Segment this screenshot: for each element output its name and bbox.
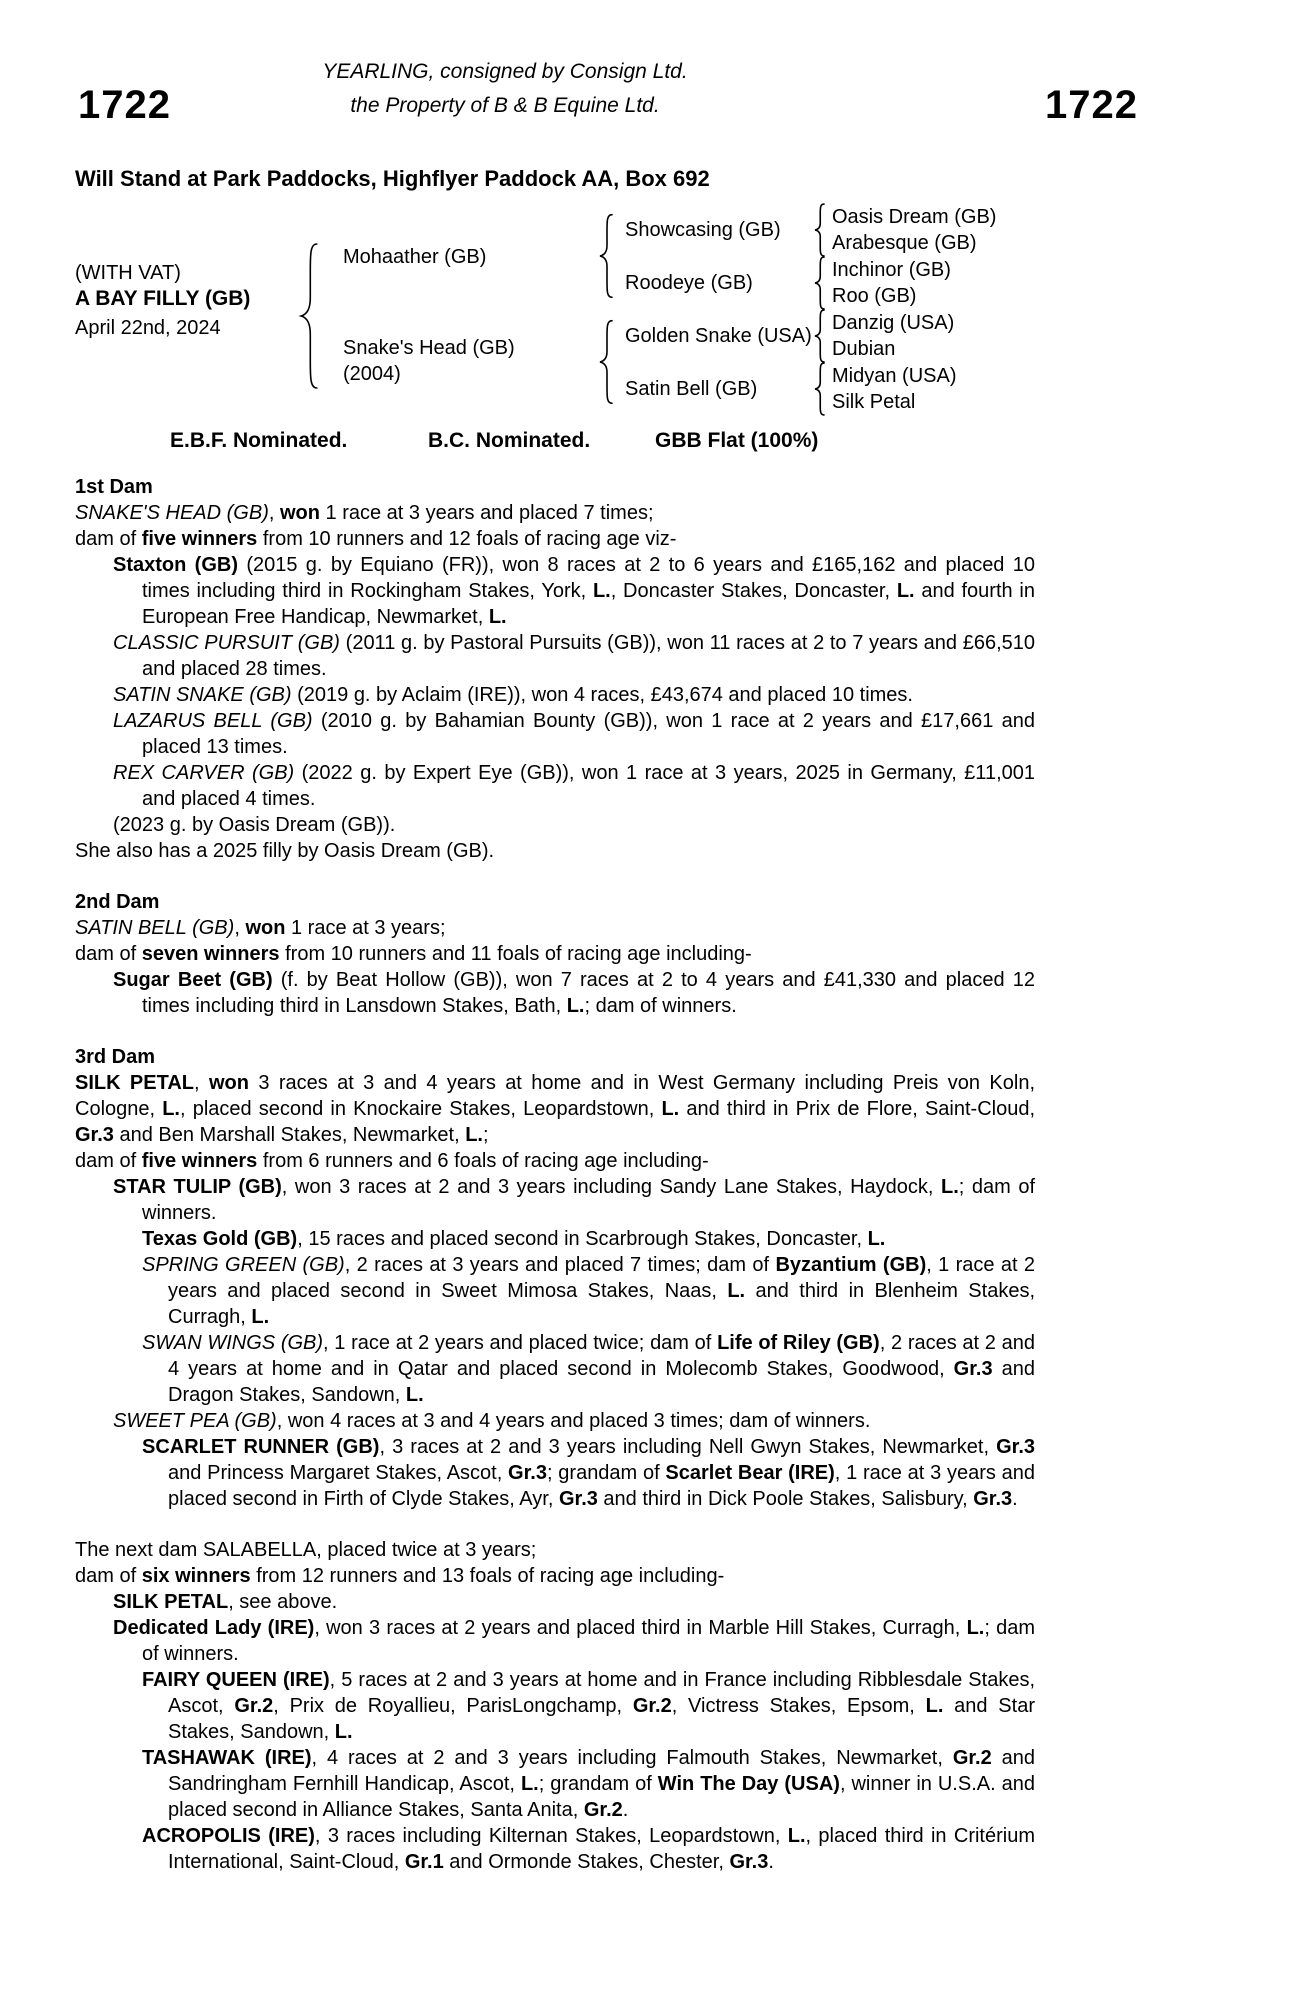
- section-heading: 1st Dam: [75, 476, 153, 498]
- dam-sections: [75, 474, 1035, 1875]
- pedigree-paragraph: dam of seven winners from 10 runners and 11 foals of racing age including-: [75, 943, 752, 965]
- pedigree-paragraph: SILK PETAL, won 3 races at 3 and 4 years at home and in West Germany including Preis von Koln, Cologne, L., placed second in Knockaire Stakes, Leopardstown, L. and third in Prix de Flore, Saint-Cloud, Gr.3 and Ben Marshall Stakes, Newmarket, L.;: [75, 1072, 1036, 1146]
- pedigree-paragraph: SATIN BELL (GB), won 1 race at 3 years;: [75, 917, 446, 939]
- sire-sire-dam-name: Arabesque (GB): [832, 232, 977, 254]
- pedigree-paragraph: (2023 g. by Oasis Dream (GB)).: [113, 814, 396, 836]
- pedigree-paragraph: LAZARUS BELL (GB) (2010 g. by Bahamian Bounty (GB)), won 1 race at 2 years and £17,661 and placed 13 times.: [113, 710, 1035, 758]
- dam-section: [75, 889, 1035, 1019]
- pedigree-paragraph: SPRING GREEN (GB), 2 races at 3 years and placed 7 times; dam of Byzantium (GB), 1 race at 2 years and placed second in Sweet Mimosa Stakes, Naas, L. and third in Blenheim Stakes, Curragh, L.: [142, 1254, 1036, 1328]
- dam-sire-sire-name: Danzig (USA): [832, 312, 955, 334]
- pedigree-paragraph: SATIN SNAKE (GB) (2019 g. by Aclaim (IRE)), won 4 races, £43,674 and placed 10 times.: [113, 684, 913, 706]
- foal-date: April 22nd, 2024: [75, 317, 221, 339]
- section-heading: 3rd Dam: [75, 1046, 156, 1068]
- pedigree-paragraph: ACROPOLIS (IRE), 3 races including Kilternan Stakes, Leopardstown, L., placed third in Critérium International, Saint-Cloud, Gr.1 and Ormonde Stakes, Chester, Gr.3.: [142, 1825, 1035, 1873]
- animal-description: A BAY FILLY (GB): [75, 287, 251, 310]
- pedigree-paragraph: dam of five winners from 6 runners and 6 foals of racing age including-: [75, 1150, 709, 1172]
- pedigree-paragraph: Sugar Beet (GB) (f. by Beat Hollow (GB)), won 7 races at 2 to 4 years and £41,330 and placed 12 times including third in Lansdown Stakes, Bath, L.; dam of winners.: [113, 969, 1035, 1017]
- pedigree-paragraph: SILK PETAL, see above.: [113, 1591, 338, 1613]
- pedigree-paragraph: The next dam SALABELLA, placed twice at 3 years;: [75, 1539, 537, 1561]
- consignor-line: YEARLING, consigned by Consign Ltd.: [322, 60, 688, 83]
- brace-icon: [812, 203, 827, 257]
- brace-icon: [812, 362, 827, 416]
- sire-sire-sire-name: Oasis Dream (GB): [832, 206, 997, 228]
- vat-note: (WITH VAT): [75, 262, 181, 284]
- dam-sire-dam-name: Dubian: [832, 338, 896, 360]
- dam-section: [75, 1537, 1035, 1875]
- dam-dam-sire-name: Midyan (USA): [832, 365, 957, 387]
- dam-dam-dam-name: Silk Petal: [832, 391, 916, 413]
- dam-section: [75, 1044, 1035, 1512]
- stand-location-line: Will Stand at Park Paddocks, Highflyer Paddock AA, Box 692: [75, 166, 710, 191]
- bc-nominated: B.C. Nominated.: [428, 429, 591, 452]
- dam-sire-name: Golden Snake (USA): [625, 325, 812, 347]
- pedigree-paragraph: TASHAWAK (IRE), 4 races at 2 and 3 years including Falmouth Stakes, Newmarket, Gr.2 and Sandringham Fernhill Handicap, Ascot, L.; grandam of Win The Day (USA), winner in U.S.A. and placed second in Alliance Stakes, Santa Anita, Gr.2.: [142, 1747, 1036, 1821]
- sire-dam-dam-name: Roo (GB): [832, 285, 917, 307]
- pedigree-paragraph: dam of five winners from 10 runners and 12 foals of racing age viz-: [75, 528, 677, 550]
- pedigree-paragraph: SWEET PEA (GB), won 4 races at 3 and 4 years and placed 3 times; dam of winners.: [113, 1410, 871, 1432]
- lot-number-right: 1722: [1045, 83, 1138, 127]
- gbb-flat-badge: GBB Flat (100%): [655, 429, 819, 452]
- pedigree-paragraph: FAIRY QUEEN (IRE), 5 races at 2 and 3 years at home and in France including Ribblesdale Stakes, Ascot, Gr.2, Prix de Royallieu, ParisLongchamp, Gr.2, Victress Stakes, Epsom, L. and Star Stakes, Sandown, L.: [142, 1669, 1035, 1743]
- pedigree-paragraph: Dedicated Lady (IRE), won 3 races at 2 years and placed third in Marble Hill Stakes, Curragh, L.; dam of winners.: [113, 1617, 1036, 1665]
- pedigree-paragraph: She also has a 2025 filly by Oasis Dream (GB).: [75, 840, 495, 862]
- property-line: the Property of B & B Equine Ltd.: [350, 94, 660, 117]
- sire-dam-sire-name: Inchinor (GB): [832, 259, 951, 281]
- sire-dam-name: Roodeye (GB): [625, 272, 753, 294]
- section-heading: 2nd Dam: [75, 891, 160, 913]
- pedigree-paragraph: SNAKE'S HEAD (GB), won 1 race at 3 years and placed 7 times;: [75, 502, 654, 524]
- brace-icon: [812, 309, 827, 363]
- lot-number-left: 1722: [78, 83, 171, 127]
- dam-name: Snake's Head (GB): [343, 337, 515, 359]
- brace-icon: [596, 213, 616, 299]
- dam-year: (2004): [343, 363, 401, 385]
- pedigree-paragraph: dam of six winners from 12 runners and 13 foals of racing age including-: [75, 1565, 725, 1587]
- dam-dam-name: Satin Bell (GB): [625, 378, 758, 400]
- pedigree-paragraph: SCARLET RUNNER (GB), 3 races at 2 and 3 years including Nell Gwyn Stakes, Newmarket, Gr.3 and Princess Margaret Stakes, Ascot, Gr.3; grandam of Scarlet Bear (IRE), 1 race at 3 years and placed second in Firth of Clyde Stakes, Ayr, Gr.3 and third in Dick Poole Stakes, Salisbury, Gr.3.: [142, 1436, 1036, 1510]
- ebf-nominated: E.B.F. Nominated.: [170, 429, 348, 452]
- pedigree-paragraph: Staxton (GB) (2015 g. by Equiano (FR)), won 8 races at 2 to 6 years and £165,162 and placed 10 times including third in Rockingham Stakes, York, L., Doncaster Stakes, Doncaster, L. and fourth in European Free Handicap, Newmarket, L.: [113, 554, 1036, 628]
- sire-sire-name: Showcasing (GB): [625, 219, 781, 241]
- pedigree-paragraph: STAR TULIP (GB), won 3 races at 2 and 3 years including Sandy Lane Stakes, Haydock, L.; dam of winners.: [113, 1176, 1035, 1224]
- pedigree-paragraph: SWAN WINGS (GB), 1 race at 2 years and placed twice; dam of Life of Riley (GB), 2 races at 2 and 4 years at home and in Qatar and placed second in Molecomb Stakes, Goodwood, Gr.3 and Dragon Stakes, Sandown, L.: [142, 1332, 1035, 1406]
- brace-icon: [812, 256, 827, 310]
- pedigree-paragraph: CLASSIC PURSUIT (GB) (2011 g. by Pastoral Pursuits (GB)), won 11 races at 2 to 7 years and £66,510 and placed 28 times.: [113, 632, 1035, 680]
- sire-name: Mohaather (GB): [343, 246, 487, 268]
- pedigree-paragraph: Texas Gold (GB), 15 races and placed second in Scarbrough Stakes, Doncaster, L.: [142, 1228, 886, 1250]
- dam-section: [75, 474, 1035, 864]
- pedigree-paragraph: REX CARVER (GB) (2022 g. by Expert Eye (GB)), won 1 race at 3 years, 2025 in Germany, £11,001 and placed 4 times.: [113, 762, 1035, 810]
- brace-icon: [596, 319, 616, 405]
- brace-icon: [296, 241, 322, 391]
